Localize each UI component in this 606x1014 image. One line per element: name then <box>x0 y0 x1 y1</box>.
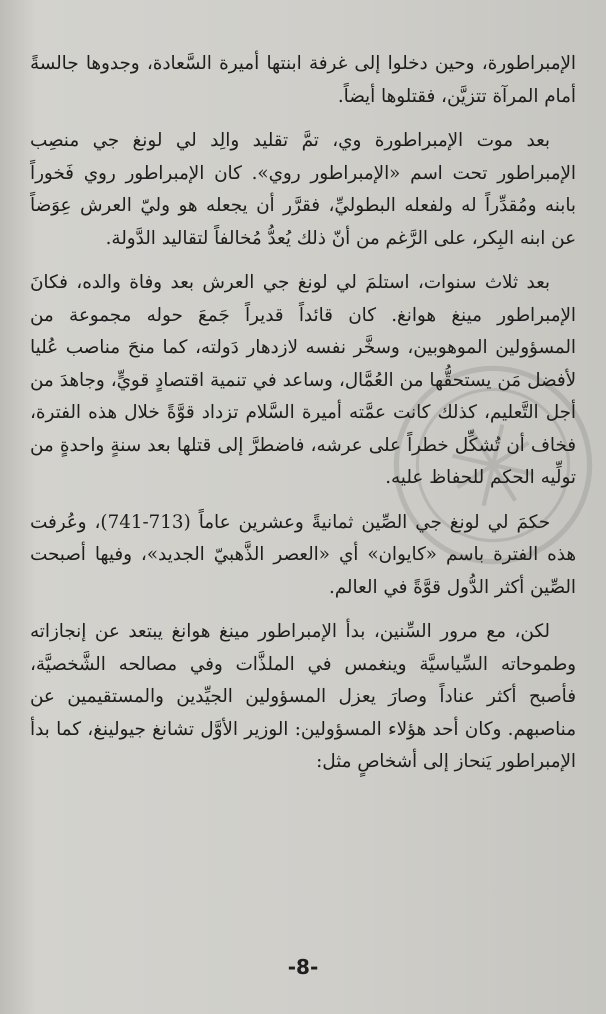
body-text <box>30 48 576 791</box>
paragraph-1: الإمبراطورة، وحين دخلوا إلى غرفة ابنتها أميرة السَّعادة، وجدوها جالسةً أمام المرآة تتزيَّن، فقتلوها أيضاً. <box>30 53 576 107</box>
page-number: -8- <box>287 955 319 979</box>
paragraph-5: لكن، مع مرور السِّنين، بدأ الإمبراطور مينغ هوانغ يبتعد عن إنجازاته وطموحاته السِّياسيَّة وينغمس في الملذَّات وفي مصالحه الشَّخصيَّة، فأصبح أكثر عناداً وصارَ يعزل المسؤولين الجيِّدين والمستقيمين عن مناصبهم. وكان أحد هؤلاء المسؤولين: الوزير الأوَّل تشانغ جيولينغ، كما بدأ الإمبراطور يَنحاز إلى أشخاصٍ مثل: <box>30 621 576 772</box>
paragraph-3: بعد ثلاث سنوات، استلمَ لي لونغ جي العرش بعد وفاة والده، فكانَ الإمبراطور مينغ هوانغ. كان قائداً قديراً جَمعَ حوله مجموعة من المسؤولين الموهوبين، وسخَّر نفسه لازدهار دَولته، كما منحَ مناصب عُليا لأفضل مَن يستحقُّها من العُمَّال، وساعد في تنمية اقتصادٍ قويٍّ، وجاهدَ من أجل التَّعليم، كذلك كانت عمَّته أميرة السَّلام تزداد قوَّةً خلال هذه الفترة، فخاف أن تُشكِّل خطراً على عرشه، فاضطرَّ إلى قتلها بعد سنةٍ واحدةٍ من تولِّيه الحكم للحفاظ عليه. <box>30 272 576 488</box>
paragraph-4: حكمَ لي لونغ جي الصِّين ثمانيةً وعشرين عاماً (713-741)، وعُرفت هذه الفترة باسم «كايوان» أي «العصر الذَّهبيّ الجديد»، وفيها أصبحت الصِّين أكثر الدُّول قوَّةً في العالم. <box>30 511 576 598</box>
paragraph-2: بعد موت الإمبراطورة وي، تمَّ تقليد والِد لي لونغ جي منصِب الإمبراطور تحت اسم «الإمبراطور روي». كان الإمبراطور روي فَخوراً بابنه ومُقدِّراً له ولفعله البطوليِّ، فقرَّر أن يجعله هو وليّ العرش عِوَضاً عن ابنه البِكر، على الرَّغم من أنّ ذلك يُعدُّ مُخالفاً لتقاليد الدَّولة. <box>30 130 576 249</box>
